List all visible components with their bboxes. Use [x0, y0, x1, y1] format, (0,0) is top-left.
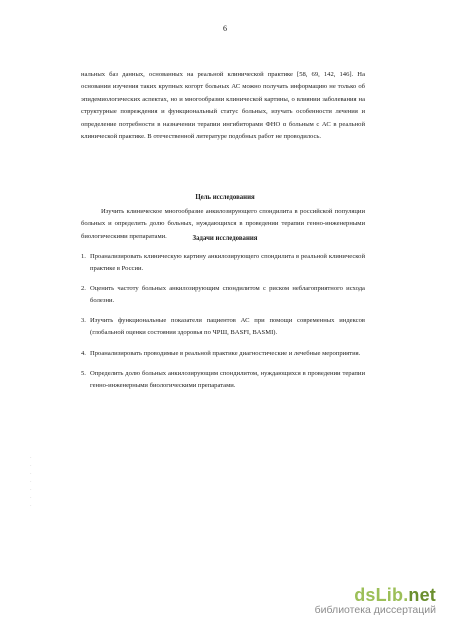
- task-text: Оценить частоту больных анкилозирующим спондилитом с риском неблагоприятного исхода болезни.: [90, 285, 365, 304]
- task-item: [81, 251, 365, 274]
- watermark-logo: dsLib.net: [354, 585, 436, 605]
- tasks-list: [81, 251, 365, 400]
- task-number: 5.: [81, 370, 86, 378]
- task-item: [81, 283, 365, 306]
- task-item: [81, 368, 365, 391]
- task-item: [81, 315, 365, 338]
- watermark[interactable]: [315, 585, 436, 616]
- task-number: 3.: [81, 317, 86, 325]
- goal-heading: Цель исследования: [195, 194, 255, 201]
- goal-paragraph: Изучить клиническое многообразие анкилозирующего спондилита в российской популяции больных и определить долю больных, нуждающихся в проведении терапии генно-инженерными биологическими препаратами.: [81, 208, 365, 240]
- task-text: Проанализировать проводимые в реальной практике диагностические и лечебные мероприятия.: [90, 349, 361, 357]
- task-number: 2.: [81, 285, 86, 293]
- task-text: Проанализировать клиническую картину анкилозирующего спондилита в реальной клинической практике в России.: [90, 253, 365, 272]
- scan-artifact-marks: · · · · · · ·: [30, 456, 32, 509]
- intro-paragraph: нальных баз данных, основанных на реальной клинической практике [58, 69, 142, 146]. На основании изучения таких крупных когорт больных АС можно получать информацию не только об эпидемиологических аспектах, но и многообразии клинической картины, о влиянии заболевания на структурные повреждения и функциональный статус больных, изучать особенности лечения и определение потребности в назначении терапии ингибиторами ФНО α больным с АС в реальной клинической практике. В отечественной литературе подобных работ не проводилось.: [81, 71, 365, 141]
- page-number: 6: [223, 24, 227, 33]
- tasks-heading: Задачи исследования: [192, 235, 258, 242]
- watermark-subtitle: библиотека диссертаций: [314, 604, 436, 616]
- task-item: [81, 348, 365, 360]
- task-text: Определить долю больных анкилозирующим спондилитом, нуждающихся в проведении терапии генно-инженерными биологическими препаратами.: [90, 370, 365, 389]
- task-number: 4.: [81, 349, 86, 357]
- task-number: 1.: [81, 253, 86, 260]
- task-text: Изучить функциональные показатели пациентов АС при помощи современных индексов (глобальной оценки состояния здоровья по ЧРШ, BASFI, BASMI).: [90, 317, 365, 336]
